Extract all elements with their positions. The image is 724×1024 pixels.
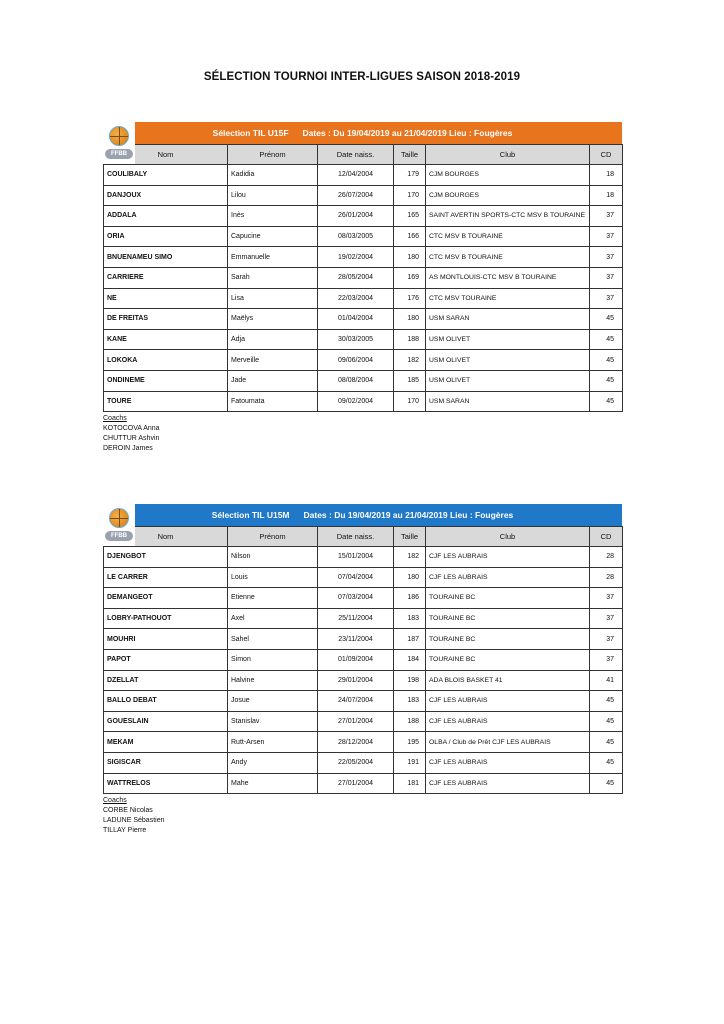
- table-row: [104, 649, 623, 670]
- table-header-row: [104, 527, 623, 547]
- table-row: [104, 752, 623, 773]
- cell-nom: TOURE: [104, 391, 228, 412]
- cell-date: 09/02/2004: [318, 391, 394, 412]
- cell-taille: 176: [394, 288, 426, 309]
- cell-nom: ORIA: [104, 226, 228, 247]
- cell-cd: 18: [590, 165, 623, 186]
- cell-date: 07/03/2004: [318, 588, 394, 609]
- cell-cd: 37: [590, 206, 623, 227]
- cell-club: CJF LES AUBRAIS: [426, 547, 590, 568]
- cell-nom: DE FREITAS: [104, 309, 228, 330]
- cell-prenom: Adja: [228, 329, 318, 350]
- cell-club: TOURAINE BC: [426, 588, 590, 609]
- cell-club: ADA BLOIS BASKET 41: [426, 670, 590, 691]
- cell-club: CJF LES AUBRAIS: [426, 752, 590, 773]
- cell-club: CTC MSV B TOURAINE: [426, 247, 590, 268]
- cell-taille: 183: [394, 608, 426, 629]
- cell-cd: 45: [590, 691, 623, 712]
- cell-cd: 37: [590, 629, 623, 650]
- cell-club: USM OLIVET: [426, 370, 590, 391]
- cell-club: CJF LES AUBRAIS: [426, 567, 590, 588]
- table-row: [104, 267, 623, 288]
- cell-prenom: Fatoumata: [228, 391, 318, 412]
- cell-prenom: Simon: [228, 649, 318, 670]
- cell-taille: 182: [394, 350, 426, 371]
- cell-date: 28/05/2004: [318, 267, 394, 288]
- table-row: [104, 691, 623, 712]
- cell-nom: KANE: [104, 329, 228, 350]
- cell-prenom: Axel: [228, 608, 318, 629]
- table-row: [104, 206, 623, 227]
- cell-date: 22/03/2004: [318, 288, 394, 309]
- cell-date: 26/01/2004: [318, 206, 394, 227]
- cell-club: USM OLIVET: [426, 329, 590, 350]
- cell-cd: 45: [590, 391, 623, 412]
- table-row: [104, 391, 623, 412]
- cell-taille: 180: [394, 567, 426, 588]
- cell-nom: NE: [104, 288, 228, 309]
- cell-nom: BNUENAMEU SIMO: [104, 247, 228, 268]
- cell-nom: ADDALA: [104, 206, 228, 227]
- cell-nom: PAPOT: [104, 649, 228, 670]
- table-row: [104, 165, 623, 186]
- cell-club: TOURAINE BC: [426, 608, 590, 629]
- cell-date: 19/02/2004: [318, 247, 394, 268]
- table-row: [104, 670, 623, 691]
- cell-cd: 37: [590, 288, 623, 309]
- cell-date: 07/04/2004: [318, 567, 394, 588]
- table-row: [104, 588, 623, 609]
- coach-name: LADUNE Sébastien: [103, 817, 165, 825]
- cell-prenom: Emmanuelle: [228, 247, 318, 268]
- column-header-club: Club: [426, 527, 590, 547]
- cell-club: TOURAINE BC: [426, 649, 590, 670]
- cell-club: TOURAINE BC: [426, 629, 590, 650]
- table-row: [104, 309, 623, 330]
- cell-date: 09/06/2004: [318, 350, 394, 371]
- cell-nom: DZELLAT: [104, 670, 228, 691]
- cell-prenom: Sahel: [228, 629, 318, 650]
- cell-prenom: Capucine: [228, 226, 318, 247]
- cell-taille: 187: [394, 629, 426, 650]
- cell-prenom: Kadidia: [228, 165, 318, 186]
- cell-date: 27/01/2004: [318, 711, 394, 732]
- cell-nom: DEMANGEOT: [104, 588, 228, 609]
- cell-club: CTC MSV B TOURAINE: [426, 226, 590, 247]
- cell-taille: 195: [394, 732, 426, 753]
- cell-date: 08/03/2005: [318, 226, 394, 247]
- cell-cd: 45: [590, 773, 623, 794]
- column-header-cd: CD: [590, 527, 623, 547]
- column-header-taille: Taille: [394, 527, 426, 547]
- cell-prenom: Stanislav: [228, 711, 318, 732]
- cell-club: USM SARAN: [426, 391, 590, 412]
- cell-taille: 188: [394, 329, 426, 350]
- cell-cd: 45: [590, 350, 623, 371]
- cell-nom: GOUESLAIN: [104, 711, 228, 732]
- cell-cd: 45: [590, 329, 623, 350]
- cell-taille: 186: [394, 588, 426, 609]
- cell-nom: LE CARRER: [104, 567, 228, 588]
- cell-prenom: Sarah: [228, 267, 318, 288]
- cell-club: AS MONTLOUIS-CTC MSV B TOURAINE: [426, 267, 590, 288]
- table-row: [104, 608, 623, 629]
- cell-cd: 37: [590, 588, 623, 609]
- cell-cd: 45: [590, 370, 623, 391]
- coaches-label: Coachs: [103, 415, 127, 423]
- cell-club: CJF LES AUBRAIS: [426, 691, 590, 712]
- column-header-taille: Taille: [394, 145, 426, 165]
- page-title: SÉLECTION TOURNOI INTER-LIGUES SAISON 2018-2019: [203, 71, 521, 83]
- cell-club: CJF LES AUBRAIS: [426, 773, 590, 794]
- ffbb-badge: FFBB: [105, 149, 133, 159]
- cell-cd: 28: [590, 547, 623, 568]
- cell-taille: 170: [394, 185, 426, 206]
- cell-date: 15/01/2004: [318, 547, 394, 568]
- table-row: [104, 329, 623, 350]
- cell-date: 30/03/2005: [318, 329, 394, 350]
- cell-club: USM OLIVET: [426, 350, 590, 371]
- selection-name: Sélection TIL U15F: [212, 128, 289, 138]
- cell-taille: 182: [394, 547, 426, 568]
- column-header-date: Date naiss.: [318, 527, 394, 547]
- cell-taille: 170: [394, 391, 426, 412]
- selection-dates: Dates : Du 19/04/2019 au 21/04/2019 Lieu : Fougères: [303, 510, 514, 520]
- basketball-icon: [109, 508, 129, 528]
- coach-name: DEROIN James: [103, 445, 153, 453]
- coach-name: CHUTTUR Ashvin: [103, 435, 160, 443]
- cell-nom: DJENGBOT: [104, 547, 228, 568]
- selection-dates: Dates : Du 19/04/2019 au 21/04/2019 Lieu : Fougères: [302, 128, 513, 138]
- roster-table: [103, 144, 623, 412]
- cell-date: 28/12/2004: [318, 732, 394, 753]
- cell-club: CJM BOURGES: [426, 165, 590, 186]
- cell-date: 12/04/2004: [318, 165, 394, 186]
- cell-date: 01/09/2004: [318, 649, 394, 670]
- coach-name: TILLAY Pierre: [103, 827, 147, 835]
- cell-prenom: Jade: [228, 370, 318, 391]
- cell-nom: LOKOKA: [104, 350, 228, 371]
- cell-club: CJF LES AUBRAIS: [426, 711, 590, 732]
- column-header-nom: Nom: [104, 145, 228, 165]
- cell-cd: 37: [590, 267, 623, 288]
- column-header-prenom: Prénom: [228, 145, 318, 165]
- cell-nom: MEKAM: [104, 732, 228, 753]
- cell-prenom: Halvine: [228, 670, 318, 691]
- column-header-nom: Nom: [104, 527, 228, 547]
- cell-cd: 37: [590, 649, 623, 670]
- table-row: [104, 185, 623, 206]
- cell-date: 26/07/2004: [318, 185, 394, 206]
- cell-taille: 179: [394, 165, 426, 186]
- cell-prenom: Maëlys: [228, 309, 318, 330]
- cell-prenom: Nilson: [228, 547, 318, 568]
- table-row: [104, 711, 623, 732]
- table-row: [104, 370, 623, 391]
- cell-nom: LOBRY-PATHOUOT: [104, 608, 228, 629]
- coaches-list: [103, 414, 622, 454]
- cell-date: 25/11/2004: [318, 608, 394, 629]
- cell-prenom: Merveille: [228, 350, 318, 371]
- cell-taille: 180: [394, 309, 426, 330]
- cell-taille: 181: [394, 773, 426, 794]
- section-u15f: [103, 122, 622, 454]
- cell-taille: 191: [394, 752, 426, 773]
- table-row: [104, 350, 623, 371]
- cell-taille: 165: [394, 206, 426, 227]
- cell-nom: CARRIERE: [104, 267, 228, 288]
- cell-date: 29/01/2004: [318, 670, 394, 691]
- table-row: [104, 288, 623, 309]
- roster-table: [103, 526, 623, 794]
- cell-cd: 45: [590, 732, 623, 753]
- cell-prenom: Etienne: [228, 588, 318, 609]
- column-header-date: Date naiss.: [318, 145, 394, 165]
- cell-cd: 37: [590, 226, 623, 247]
- cell-cd: 28: [590, 567, 623, 588]
- cell-taille: 183: [394, 691, 426, 712]
- table-row: [104, 773, 623, 794]
- cell-date: 22/05/2004: [318, 752, 394, 773]
- table-row: [104, 547, 623, 568]
- cell-date: 08/08/2004: [318, 370, 394, 391]
- cell-club: USM SARAN: [426, 309, 590, 330]
- cell-cd: 18: [590, 185, 623, 206]
- cell-nom: MOUHRI: [104, 629, 228, 650]
- cell-club: CTC MSV TOURAINE: [426, 288, 590, 309]
- coach-name: KOTOCOVA Anna: [103, 425, 160, 433]
- cell-club: CJM BOURGES: [426, 185, 590, 206]
- cell-taille: 198: [394, 670, 426, 691]
- coaches-label: Coachs: [103, 797, 127, 805]
- cell-cd: 37: [590, 608, 623, 629]
- cell-club: OLBA / Club de Prêt CJF LES AUBRAIS: [426, 732, 590, 753]
- ffbb-logo: [103, 504, 135, 546]
- cell-cd: 45: [590, 752, 623, 773]
- table-row: [104, 226, 623, 247]
- cell-cd: 45: [590, 711, 623, 732]
- cell-taille: 169: [394, 267, 426, 288]
- cell-date: 24/07/2004: [318, 691, 394, 712]
- table-header-row: [104, 145, 623, 165]
- column-header-club: Club: [426, 145, 590, 165]
- table-row: [104, 567, 623, 588]
- cell-taille: 188: [394, 711, 426, 732]
- table-row: [104, 629, 623, 650]
- cell-nom: ONDINEME: [104, 370, 228, 391]
- cell-cd: 41: [590, 670, 623, 691]
- coaches-list: [103, 796, 622, 836]
- ffbb-logo: [103, 122, 135, 164]
- cell-club: SAINT AVERTIN SPORTS-CTC MSV B TOURAINE: [426, 206, 590, 227]
- cell-nom: BALLO DEBAT: [104, 691, 228, 712]
- table-row: [104, 247, 623, 268]
- ffbb-badge: FFBB: [105, 531, 133, 541]
- cell-prenom: Josue: [228, 691, 318, 712]
- cell-prenom: Andy: [228, 752, 318, 773]
- column-header-prenom: Prénom: [228, 527, 318, 547]
- cell-prenom: Mahe: [228, 773, 318, 794]
- cell-prenom: Inès: [228, 206, 318, 227]
- cell-date: 27/01/2004: [318, 773, 394, 794]
- cell-cd: 45: [590, 309, 623, 330]
- cell-date: 23/11/2004: [318, 629, 394, 650]
- cell-nom: SIGISCAR: [104, 752, 228, 773]
- cell-taille: 185: [394, 370, 426, 391]
- column-header-cd: CD: [590, 145, 623, 165]
- cell-nom: WATTRELOS: [104, 773, 228, 794]
- cell-nom: DANJOUX: [104, 185, 228, 206]
- cell-nom: COULIBALY: [104, 165, 228, 186]
- cell-taille: 180: [394, 247, 426, 268]
- selection-name: Sélection TIL U15M: [211, 510, 290, 520]
- table-row: [104, 732, 623, 753]
- cell-taille: 184: [394, 649, 426, 670]
- cell-prenom: Lilou: [228, 185, 318, 206]
- cell-prenom: Rutt-Arsen: [228, 732, 318, 753]
- basketball-icon: [109, 126, 129, 146]
- cell-cd: 37: [590, 247, 623, 268]
- cell-prenom: Lisa: [228, 288, 318, 309]
- cell-taille: 166: [394, 226, 426, 247]
- coach-name: CORBE Nicolas: [103, 807, 153, 815]
- cell-date: 01/04/2004: [318, 309, 394, 330]
- cell-prenom: Louis: [228, 567, 318, 588]
- section-u15m: [103, 504, 622, 836]
